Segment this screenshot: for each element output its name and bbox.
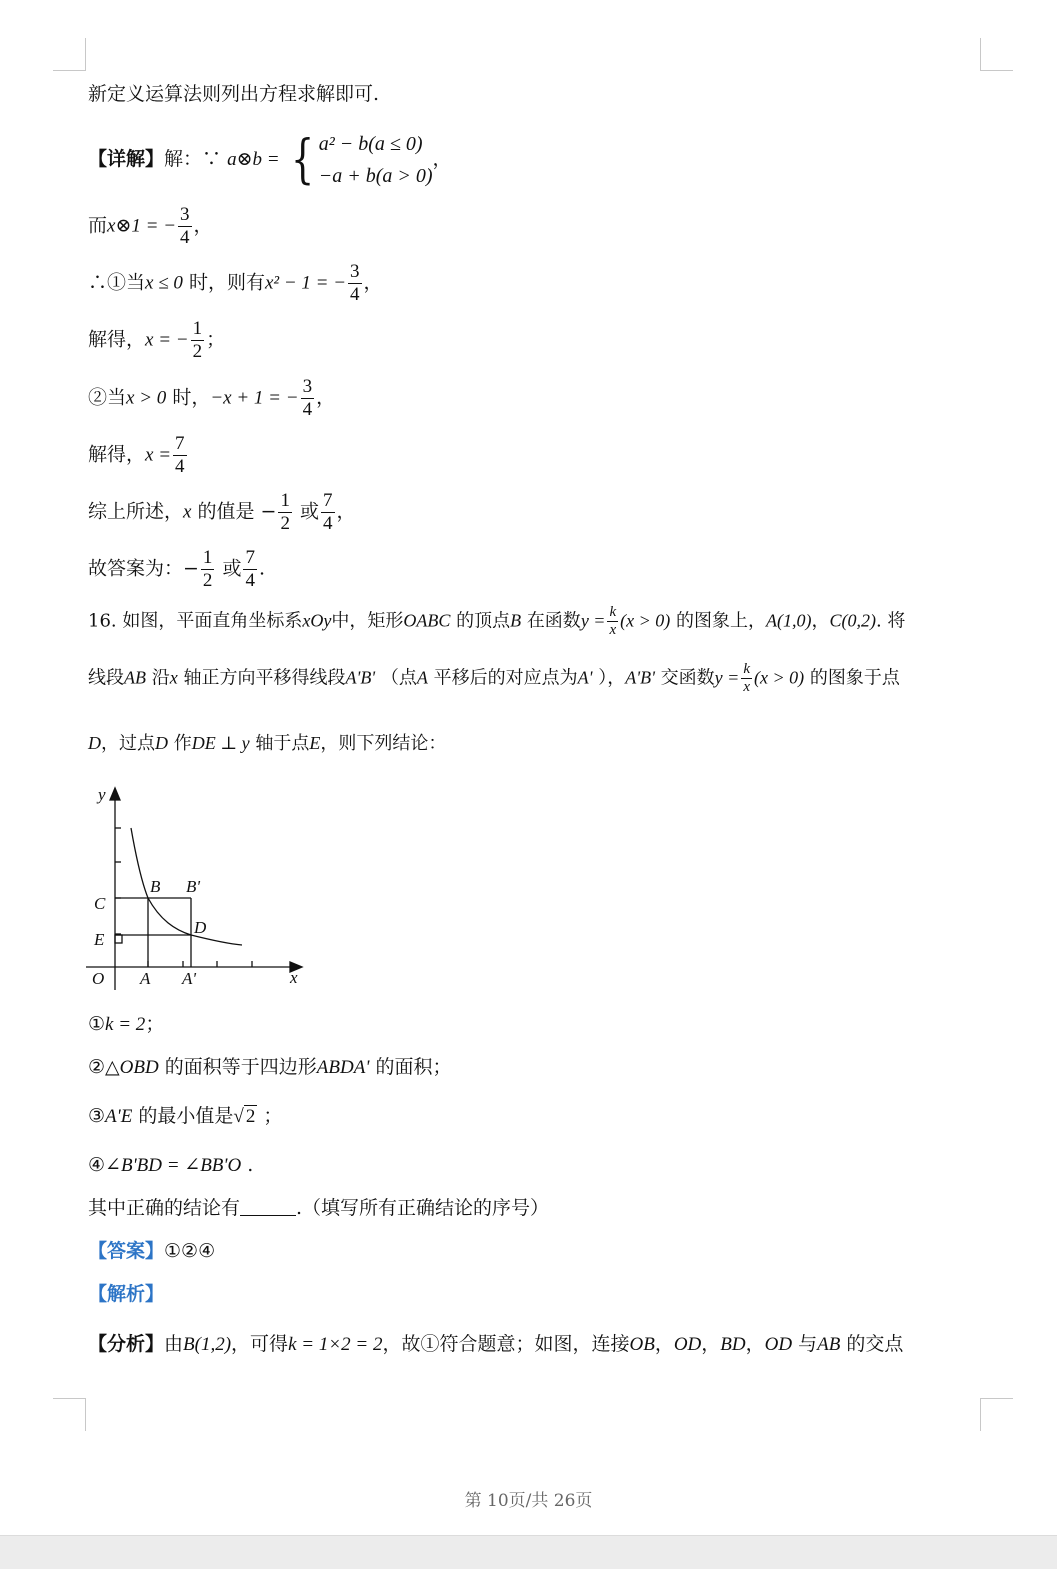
label-a-prime: A' xyxy=(182,969,197,988)
solve-one-line: 解得，x = − $\frac{1}{2}$ ； xyxy=(88,318,226,362)
brace-symbol: { xyxy=(290,130,314,190)
viewer-bottom-strip xyxy=(0,1535,1057,1569)
label-y: y xyxy=(98,785,106,804)
analysis-label: 【解析】 xyxy=(88,1283,165,1305)
page-footer: 第 10页/共 26页 xyxy=(464,1491,593,1511)
solve-two-line: 解得，x = $\frac{7}{4}$ xyxy=(88,433,185,477)
conclusion-2: ②△OBD 的面积等于四边形ABDA' 的面积； xyxy=(88,1056,452,1078)
summary-line: 综上所述，x 的值是 − $\frac{1}{2}$ 或 $\frac{7}{4}$ ， xyxy=(88,490,356,534)
y-axis-arrow xyxy=(110,788,120,800)
crop-mark-top-right xyxy=(980,38,1013,71)
question-line-3: D，过点D 作DE ⊥ y 轴于点E，则下列结论： xyxy=(88,733,447,754)
answer-line: 故答案为：− $\frac{1}{2}$ 或 $\frac{7}{4}$ . xyxy=(88,547,266,591)
crop-mark-bottom-left xyxy=(53,1398,86,1431)
question-line-1: 16. 如图，平面直角坐标系xOy中，矩形OABC 的顶点B 在函数y = $\frac{k}{x}$ (x > 0) 的图象上，A(1,0)，C(0,2). 将 xyxy=(88,604,906,638)
fill-prompt: 其中正确的结论有 .（填写所有正确结论的序号） xyxy=(88,1197,550,1219)
case-two-line: ②当x > 0 时，−x + 1 = − $\frac{3}{4}$ ， xyxy=(88,376,336,420)
label-d: D xyxy=(194,918,207,937)
conclusion-4: ④∠B'BD = ∠BB'O . xyxy=(88,1154,254,1176)
right-angle-mark xyxy=(115,935,122,943)
answer-row xyxy=(88,1239,215,1263)
intro-line: 新定义运算法则列出方程求解即可. xyxy=(88,83,380,105)
crop-mark-top-left xyxy=(53,38,86,71)
piecewise-cases: a² − b(a ≤ 0) −a + b(a > 0) xyxy=(318,133,433,187)
detail-line: 【详解】解：∵ a⊗b = { a² − b(a ≤ 0) −a + b(a > 0) ， xyxy=(88,130,452,190)
label-b-prime: B' xyxy=(186,877,201,896)
label-a: A xyxy=(140,969,151,988)
crop-mark-bottom-right xyxy=(980,1398,1013,1431)
given-line: 而x⊗1 = − $\frac{3}{4}$ ， xyxy=(88,204,213,248)
detail-prefix: 解：∵ xyxy=(164,148,222,170)
question-line-2: 线段AB 沿x 轴正方向平移得线段A'B' （点A 平移后的对应点为A' ），A'B' 交函数y = $\frac{k}{x}$ (x > 0) 的图象于点 xyxy=(88,661,900,695)
analysis-line: 【分析】由B(1,2)，可得k = 1×2 = 2，故①符合题意；如图，连接OB，OD，BD，OD 与AB 的交点 xyxy=(88,1333,904,1355)
coordinate-figure xyxy=(80,780,310,995)
detail-lhs: a⊗b = xyxy=(227,149,280,170)
answer-value: ①②④ xyxy=(164,1240,216,1262)
label-b: B xyxy=(150,877,161,896)
label-x: x xyxy=(290,968,298,987)
conclusion-1: ①k = 2； xyxy=(88,1013,165,1035)
label-o: O xyxy=(92,969,105,988)
answer-blank xyxy=(240,1197,296,1216)
case-one-line: ∴①当x ≤ 0 时，则有x² − 1 = − $\frac{3}{4}$ ， xyxy=(88,261,383,305)
label-c: C xyxy=(94,894,106,913)
label-e: E xyxy=(94,930,105,949)
conclusion-3: ③A'E 的最小值是√ 2 ； xyxy=(88,1105,283,1127)
detail-label: 【详解】 xyxy=(88,148,165,170)
answer-label: 【答案】 xyxy=(88,1240,165,1262)
